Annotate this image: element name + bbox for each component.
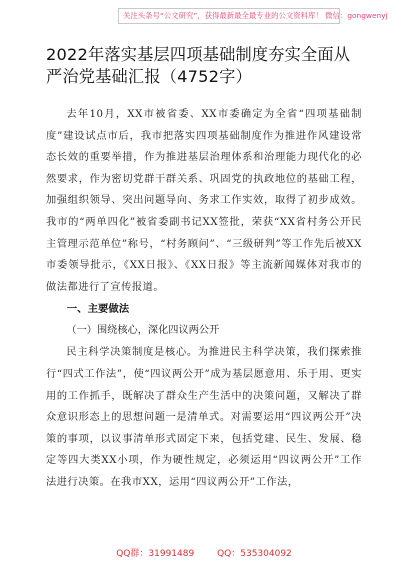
body-paragraph: 民主科学决策制度是核心。为推进民主科学决策，我们探索推行“四式工作法”，使“四议两公开”成为基层愿意用、乐于用、更实用的工作抓手，既解决了群众生产生活中的决策问题，又解决了群众意识形态上的思想问题一是清单式。对需要运用“四议两公开”决策的事项，以议事清单形式固定下来，包括党建、民生、发展、稳定等四大类XX小项，作为硬性规定，必须运用“四议两公开”工作法进行决策。在我市XX，运用“四议两公开”工作法， bbox=[46, 347, 362, 488]
qq-contact-text: QQ：535304092 bbox=[217, 549, 292, 559]
document-body bbox=[46, 104, 362, 494]
document-title: 2022年落实基层四项基础制度夯实全面从严治党基础汇报（4752字） bbox=[46, 45, 351, 86]
top-banner: 关注头条号“公文研究”，获得最新最全最专业的公文资料库！ 微信：gongwenyj bbox=[118, 8, 340, 24]
contact-footer bbox=[0, 546, 408, 559]
qq-group-text: QQ群：31991489 bbox=[116, 549, 195, 559]
section-heading: 一、主要做法 bbox=[66, 303, 130, 316]
intro-paragraph: 去年10月，XX市被省委、XX市委确定为全省“四项基础制度”建设试点市后，我市把落实四项基础制度作为推进作风建设常态长效的重要举措，作为推进基层治理体系和治理能力现代化的必然要求，作为密切党群干群关系、巩固党的执政地位的基础工程，加强组织领导、突出问题导向、务求工作实效，取得了初步成效。我市的“两单四化”被省委副书记XX签批，荣获“XX省村务公开民主管理示范单位”称号，“村务顾问”、“三级研判”等工作先后被XX市委领导批示，《XX日报》、《XX日报》等主流新闻媒体对我市的做法都进行了宣传报道。 bbox=[46, 109, 362, 293]
subsection-heading: （一）围绕核心，深化四议两公开 bbox=[66, 325, 220, 337]
